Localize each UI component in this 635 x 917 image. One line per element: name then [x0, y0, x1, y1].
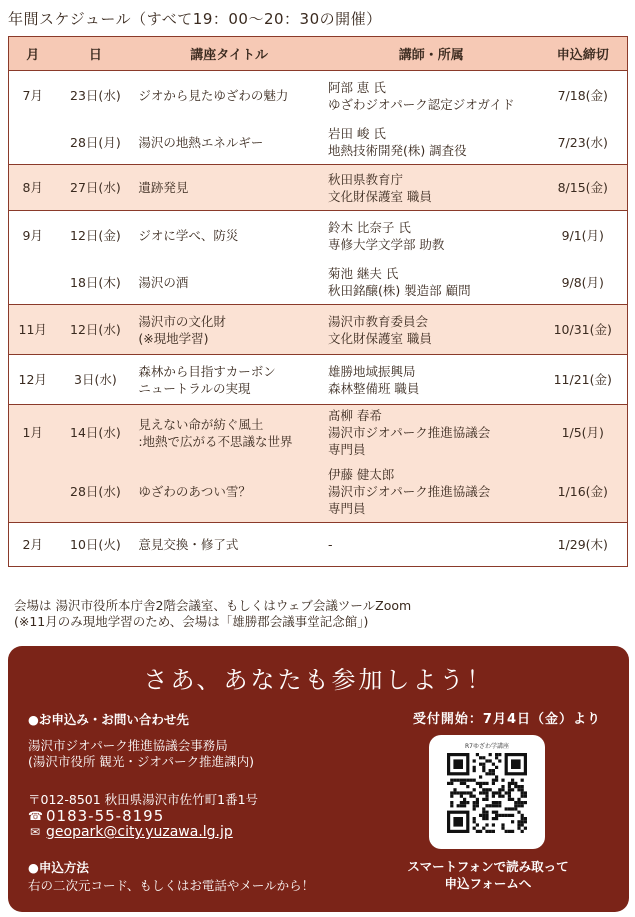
cell-day: [56, 121, 134, 165]
phone-row: [28, 808, 258, 824]
cell-lecturer-text: 岩田 峻 氏: [327, 126, 386, 142]
cell-lecturer-text: 鈴木 比奈子 氏: [327, 219, 411, 235]
method-text: 右の二次元コード、もしくはお電話やメールから！: [28, 878, 315, 893]
cell-lecturer-text: ゆざわジオパーク認定ジオガイド: [327, 96, 515, 112]
qr-label: R7ゆざわ学講座: [465, 743, 509, 750]
cell-day: [56, 461, 134, 523]
cell-deadline: [539, 355, 628, 405]
cell-day-text: 23日(水): [70, 88, 121, 104]
header-day: 日: [56, 37, 134, 71]
cell-month-text: 8月: [22, 180, 43, 195]
cell-title-text: 湯沢の酒: [138, 274, 189, 290]
header-title: 講座タイトル: [134, 37, 324, 71]
cell-title-text: 意見交換・修了式: [138, 537, 239, 552]
cell-lecturer-text: 文化財保護室 職員: [327, 188, 432, 204]
cell-day-text: 12日(水): [70, 322, 121, 337]
phone-number[interactable]: 0183-55-8195: [46, 807, 165, 825]
cell-deadline: [539, 405, 628, 461]
cell-deadline-text: 1/5(月): [561, 425, 604, 441]
table-row: [9, 211, 628, 261]
cell-deadline-text: 1/16(金): [557, 483, 608, 499]
postal-address: 〒012-8501 秋田県湯沢市佐竹町1番1号: [28, 792, 259, 807]
table-row: [9, 261, 628, 305]
table-row: [9, 121, 628, 165]
cell-lecturer-text: 湯沢市ジオパーク推進協議会: [327, 483, 491, 499]
cell-month: [9, 71, 57, 121]
cell-title-text: (※現地学習): [138, 330, 209, 346]
cell-lecturer-text: 菊池 継夫 氏: [327, 266, 399, 282]
cell-lecturer: [324, 523, 539, 567]
cell-deadline-text: 9/8(月): [561, 274, 604, 290]
cell-deadline-text: 7/23(水): [557, 134, 608, 150]
qr-card: [429, 735, 545, 849]
cell-lecturer-text: 湯沢市教育委員会: [327, 313, 428, 329]
table-row: [9, 405, 628, 461]
cell-title-text: 湯沢の地熱エネルギー: [138, 134, 264, 150]
office-department: (湯沢市役所 観光・ジオパーク推進課内): [28, 754, 254, 769]
cell-lecturer-text: 雄勝地域振興局: [327, 363, 416, 379]
header-month: 月: [9, 37, 57, 71]
cell-month: [9, 355, 57, 405]
venue-note: [14, 598, 411, 630]
header-deadline: 申込締切: [539, 37, 628, 71]
cell-deadline-text: 8/15(金): [557, 180, 608, 195]
cell-month: [9, 461, 57, 523]
cell-day-text: 28日(水): [70, 483, 121, 499]
cell-day-text: 10日(火): [70, 537, 121, 552]
cell-lecturer-text: -: [327, 537, 333, 552]
cell-title-text: ジオに学べ、防災: [138, 228, 239, 244]
contact-details: [28, 792, 258, 840]
email-link[interactable]: geopark@city.yuzawa.lg.jp: [46, 824, 233, 840]
table-row: [9, 523, 628, 567]
cell-title: [134, 461, 324, 523]
cell-deadline: [539, 305, 628, 355]
method-heading: ●申込方法: [28, 860, 89, 875]
cell-day: [56, 405, 134, 461]
cell-month: [9, 261, 57, 305]
cell-title: [134, 211, 324, 261]
cell-lecturer-text: 湯沢市ジオパーク推進協議会: [327, 425, 491, 441]
cell-title: [134, 165, 324, 211]
cell-lecturer-text: 専修大学文学部 助教: [327, 236, 445, 252]
cell-lecturer: [324, 165, 539, 211]
cell-day-text: 28日(月): [70, 134, 121, 150]
cell-title: [134, 523, 324, 567]
cell-lecturer: [324, 355, 539, 405]
cell-lecturer-text: 秋田銘醸(株) 製造部 顧問: [327, 283, 471, 299]
qr-caption-line-1: スマートフォンで読み取って: [407, 859, 569, 874]
cell-deadline: [539, 71, 628, 121]
office-info: [28, 738, 254, 770]
cell-day: [56, 165, 134, 211]
cell-deadline-text: 9/1(月): [561, 228, 604, 244]
cell-title: [134, 355, 324, 405]
cell-title-text: 見えない命が紡ぐ風土: [138, 416, 264, 432]
cell-title: [134, 405, 324, 461]
cell-month-text: 2月: [22, 537, 43, 552]
cell-month-text: 9月: [22, 228, 43, 244]
venue-line-2: (※11月のみ現地学習のため、会場は「雄勝郡会議事堂記念館」): [14, 614, 369, 629]
cell-lecturer-text: 専門員: [327, 500, 366, 516]
header-lecturer: 講師・所属: [324, 37, 539, 71]
cell-deadline-text: 11/21(金): [553, 372, 612, 387]
cell-lecturer: [324, 121, 539, 165]
cell-lecturer: [324, 405, 539, 461]
cell-title-text: :地熱で広がる不思議な世界: [138, 433, 293, 449]
table-row: [9, 355, 628, 405]
cell-deadline-text: 1/29(木): [557, 537, 608, 552]
mail-row: [28, 824, 258, 840]
cell-day-text: 14日(水): [70, 425, 121, 441]
cell-lecturer-text: 秋田県教育庁: [327, 171, 403, 187]
cell-lecturer-text: 地熱技術開発(株) 調査役: [327, 143, 467, 159]
table-row: [9, 461, 628, 523]
cell-title-text: 湯沢市の文化財: [138, 313, 226, 329]
cell-deadline: [539, 261, 628, 305]
cell-lecturer: [324, 261, 539, 305]
cell-month-text: 1月: [22, 425, 43, 441]
cell-month: [9, 165, 57, 211]
cell-title: [134, 305, 324, 355]
phone-icon: ☎: [28, 809, 43, 823]
cell-day-text: 3日(水): [74, 372, 117, 387]
cell-day: [56, 355, 134, 405]
cell-deadline-text: 7/18(金): [557, 88, 608, 104]
cell-lecturer: [324, 211, 539, 261]
cell-month: [9, 305, 57, 355]
cell-lecturer: [324, 461, 539, 523]
cell-day: [56, 71, 134, 121]
cell-title: [134, 261, 324, 305]
cell-deadline: [539, 121, 628, 165]
cell-day: [56, 523, 134, 567]
cell-day: [56, 261, 134, 305]
schedule-heading: 年間スケジュール（すべて19：00～20：30の開催）: [8, 10, 382, 28]
cell-month: [9, 211, 57, 261]
cell-lecturer-text: 専門員: [327, 442, 366, 458]
cell-deadline: [539, 211, 628, 261]
cell-title-text: ゆざわのあつい雪？: [138, 483, 251, 499]
cell-month-text: 12月: [18, 372, 47, 387]
cell-lecturer-text: 森林整備班 職員: [327, 380, 420, 396]
cell-day: [56, 305, 134, 355]
cell-month: [9, 121, 57, 165]
cell-lecturer: [324, 71, 539, 121]
registration-start: 受付開始：7月4日（金）より: [412, 712, 601, 727]
cell-title: [134, 71, 324, 121]
mail-icon: ✉: [29, 825, 41, 839]
contact-heading: ●お申込み・お問い合わせ先: [28, 712, 189, 727]
cta-title: さあ、あなたも参加しよう！: [143, 666, 494, 694]
cell-title-text: ジオから見たゆざわの魅力: [138, 88, 289, 104]
qr-code[interactable]: [429, 735, 545, 849]
cell-deadline: [539, 523, 628, 567]
cell-lecturer: [324, 305, 539, 355]
cell-month: [9, 523, 57, 567]
cell-day-text: 12日(金): [70, 228, 121, 244]
table-header-row: [9, 37, 628, 71]
signup-panel: [8, 646, 629, 912]
cell-title-text: 森林から目指すカーボン: [138, 363, 276, 379]
cell-month: [9, 405, 57, 461]
schedule-table: [8, 36, 628, 567]
venue-line-1: 会場は 湯沢市役所本庁舎2階会議室、もしくはウェブ会議ツールZoom: [14, 598, 412, 613]
table-row: [9, 71, 628, 121]
qr-caption: [388, 858, 588, 892]
cell-deadline-text: 10/31(金): [553, 322, 612, 337]
table-row: [9, 305, 628, 355]
cell-month-text: 11月: [18, 322, 47, 337]
table-row: [9, 165, 628, 211]
cell-deadline: [539, 461, 628, 523]
cell-day: [56, 211, 134, 261]
cell-deadline: [539, 165, 628, 211]
qr-caption-line-2: 申込フォームへ: [444, 876, 532, 891]
cell-lecturer-text: 髙柳 春希: [327, 408, 382, 424]
cell-title-text: ニュートラルの実現: [138, 380, 251, 396]
cell-day-text: 18日(木): [70, 274, 121, 290]
cell-lecturer-text: 伊藤 健太郎: [327, 466, 395, 482]
cell-title-text: 遺跡発見: [138, 180, 189, 195]
cell-title: [134, 121, 324, 165]
office-name: 湯沢市ジオパーク推進協議会事務局: [28, 738, 228, 753]
cell-lecturer-text: 文化財保護室 職員: [327, 330, 432, 346]
cell-lecturer-text: 阿部 恵 氏: [327, 79, 386, 95]
cell-day-text: 27日(水): [70, 180, 121, 195]
cell-month-text: 7月: [22, 88, 43, 104]
